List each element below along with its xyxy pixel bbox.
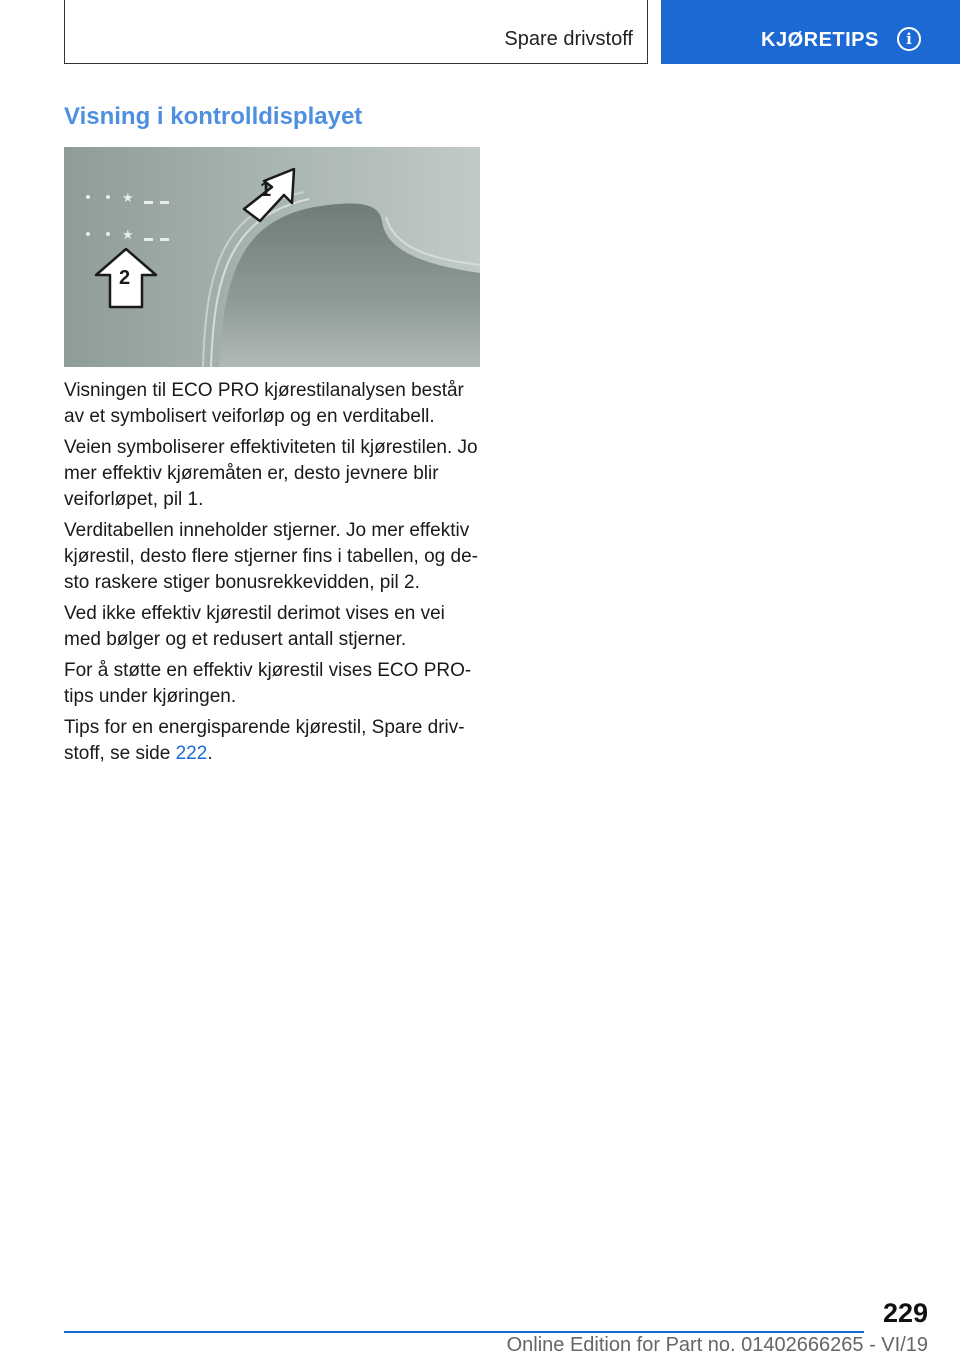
paragraph: Verditabellen inneholder stjerner. Jo mer effektiv kjørestil, desto flere stjerner fins i tabellen, og de‐ sto raskere stiger bonusrekkevidden, pil 2. (64, 520, 478, 593)
eco-pro-display-illustration (64, 147, 480, 367)
page-reference-link[interactable]: 222 (175, 743, 208, 764)
section-title: Visning i kontrolldisplayet (64, 103, 363, 130)
footer-edition-text: Online Edition for Part no. 01402666265 - VI/19 (506, 1334, 928, 1356)
paragraph-text: Tips for en energisparende kjørestil, Spare driv‐ stoff, se side (64, 717, 465, 764)
footer-divider (64, 1331, 864, 1333)
chapter-label: KJØRETIPS (761, 29, 879, 51)
paragraph: For å støtte en effektiv kjørestil vises ECO PRO- tips under kjøringen. (64, 660, 472, 707)
svg-text:★: ★ (122, 228, 134, 243)
paragraph: Ved ikke effektiv kjørestil derimot vises en vei med bølger og et redusert antall stjerner. (64, 603, 445, 650)
paragraph-suffix: . (207, 743, 213, 764)
paragraph: Veien symboliserer effektiviteten til kjørestilen. Jo mer effektiv kjøremåten er, desto jevnere blir veiforløpet, pil 1. (64, 437, 478, 510)
svg-text:★: ★ (122, 191, 134, 206)
arrow-1-label: 1 (260, 179, 272, 201)
body-text (64, 378, 484, 772)
info-icon[interactable]: i (897, 27, 921, 51)
page-number: 229 (882, 1298, 928, 1328)
paragraph: Visningen til ECO PRO kjørestilanalysen består av et symbolisert veiforløp og en verditabell. (64, 380, 464, 427)
header-section-box (64, 0, 648, 64)
paragraph-with-link (64, 715, 484, 767)
header-section-title: Spare drivstoff (504, 28, 633, 50)
arrow-2-label: 2 (119, 267, 131, 289)
header-chapter-tab[interactable] (661, 0, 960, 64)
